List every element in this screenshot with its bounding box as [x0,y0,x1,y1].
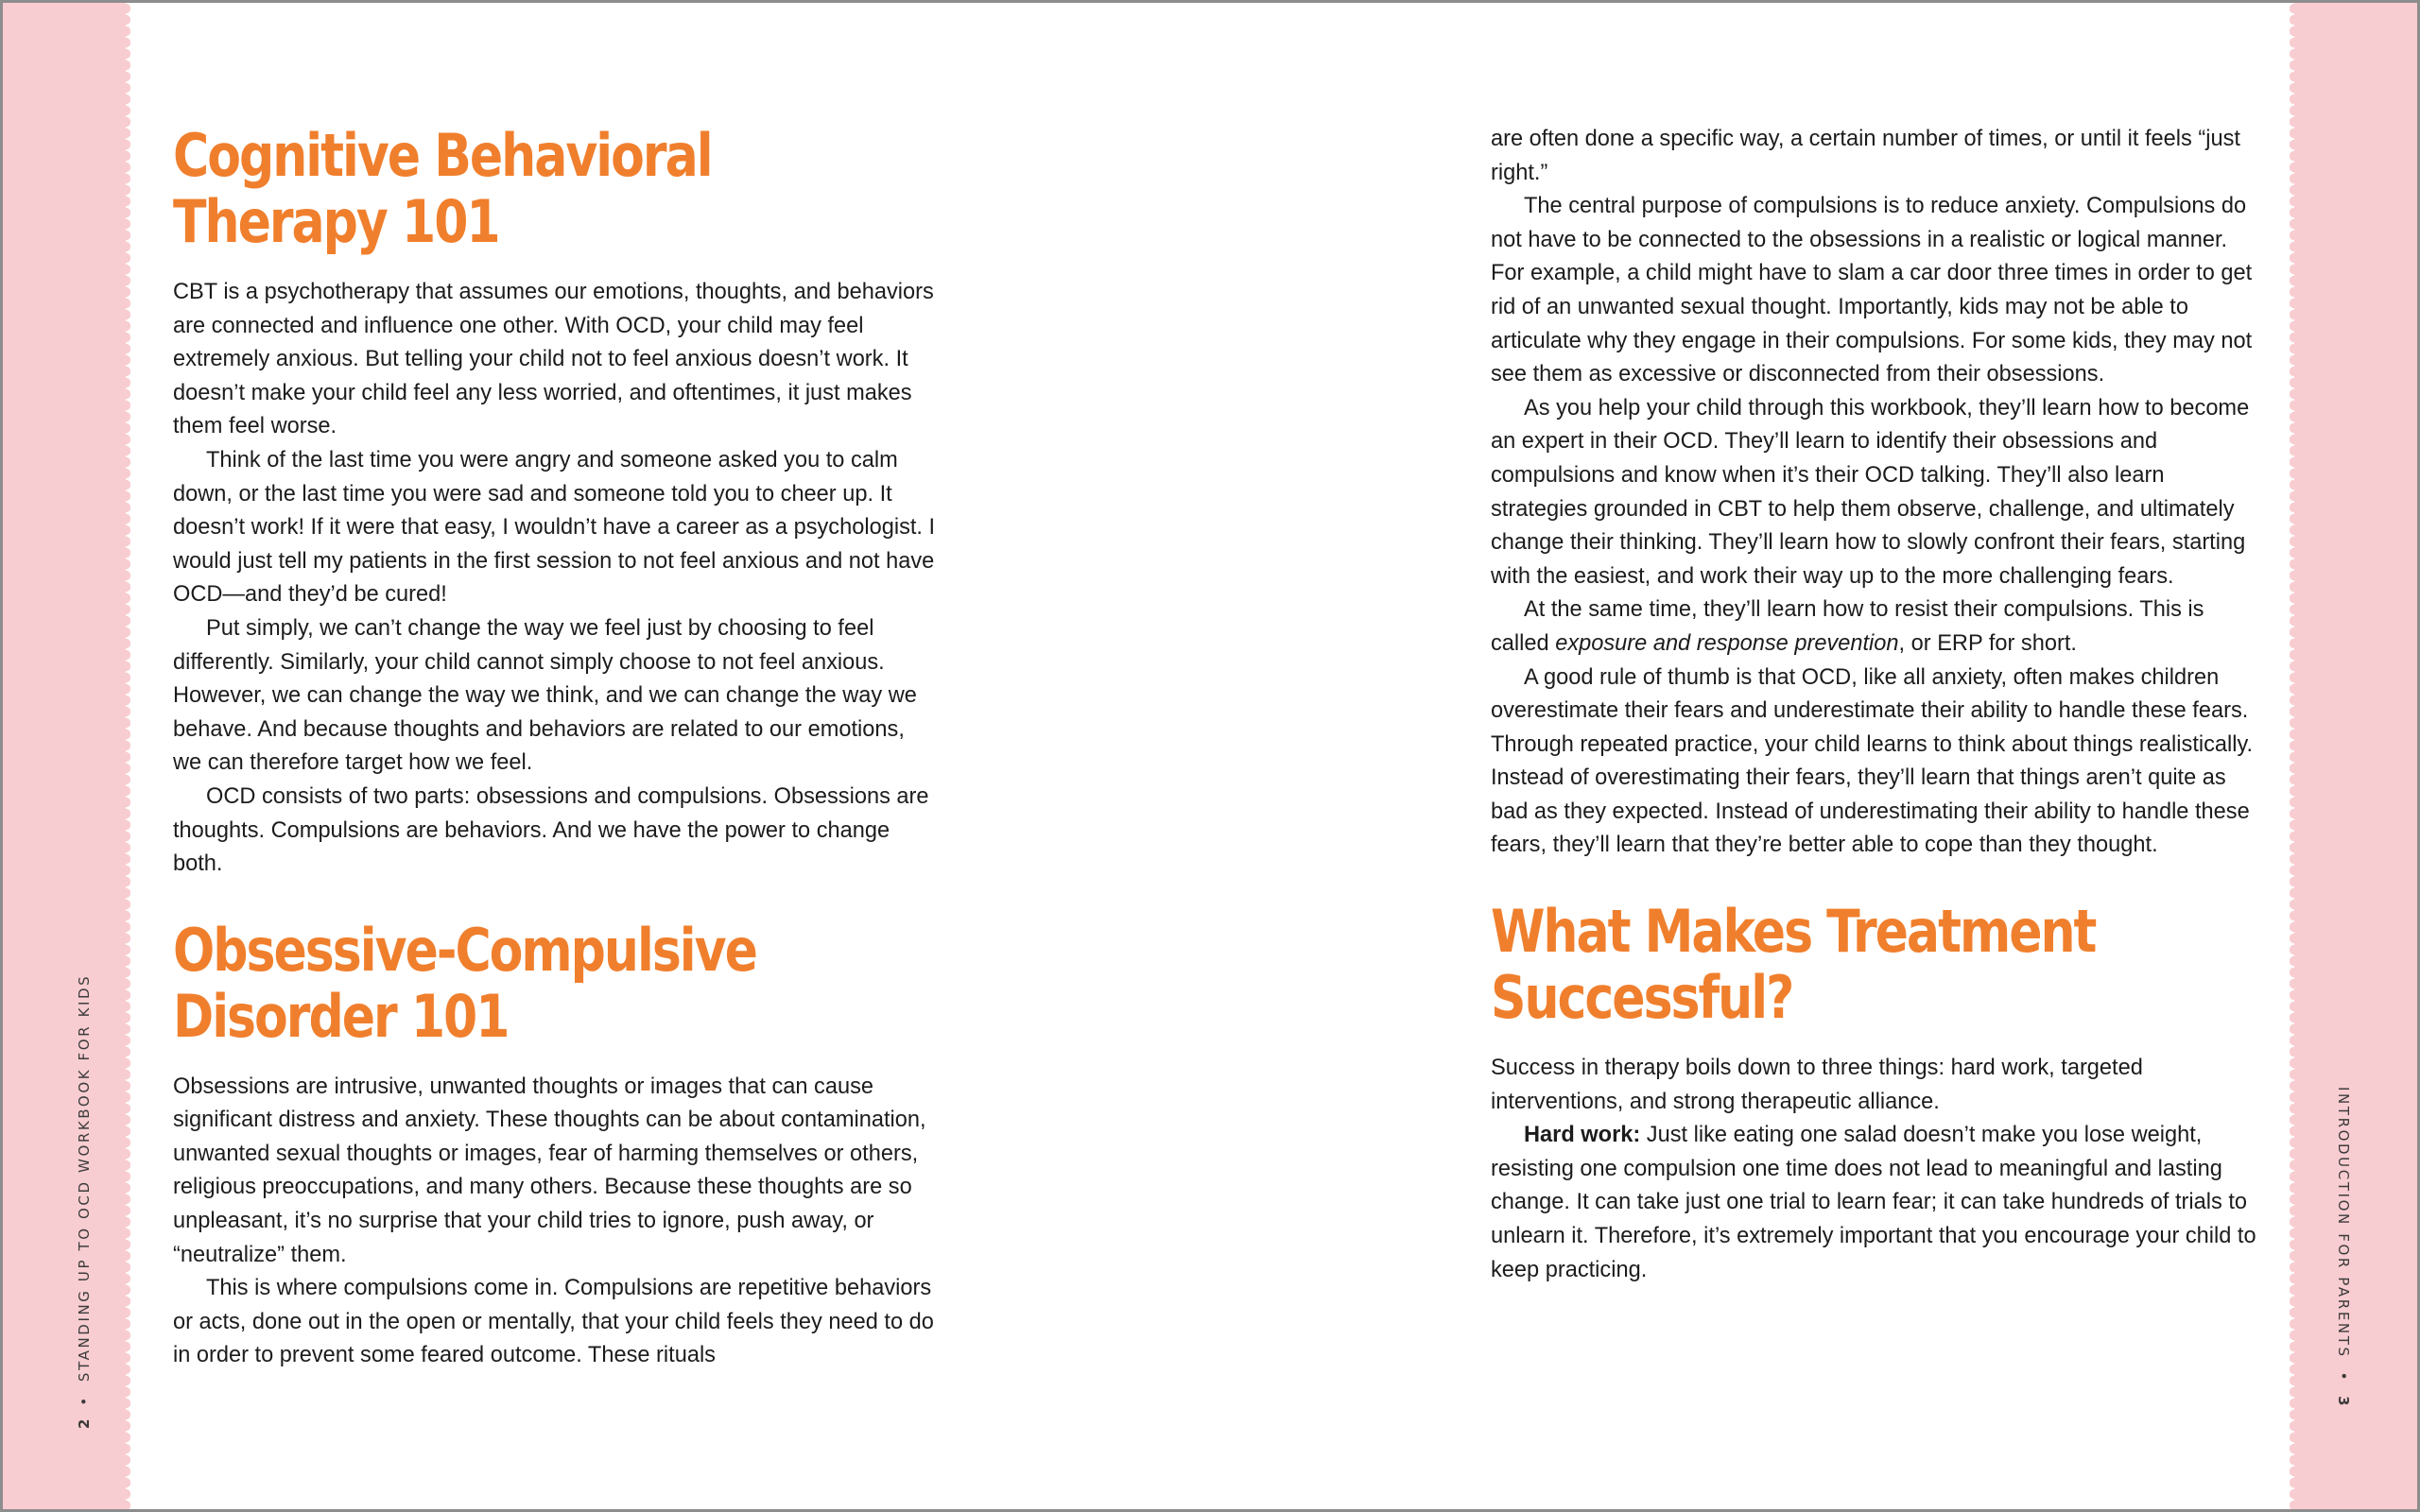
text-run: , or ERP for short. [1898,630,2077,656]
heading-line: Disorder 101 [173,981,509,1051]
heading-ocd-101 [173,915,816,1051]
paragraph: This is where compulsions come in. Compulsions are repetitive behaviors or acts, done out in the open or mentally, that your child feels they need to do in order to prevent some feared outcome. These rituals [173,1276,934,1368]
paragraph: Success in therapy boils down to three things: hard work, targeted interventions, and strong therapeutic alliance. [1491,1056,2143,1114]
paragraph: Think of the last time you were angry and someone asked you to calm down, or the last time you were sad and someone told you to cheer up. It doesn’t work! If it were that easy, I wouldn’t have a career as a psychologist. I would just tell my patients in the first session to not feel anxious and not have OCD—and they’d be cured! [173,447,936,608]
paragraph [1491,593,2266,661]
left-page-column [173,123,939,1373]
bullet-separator: • [2335,1371,2352,1383]
left-running-head [76,974,93,1429]
heading-treatment-successful [1491,899,2142,1031]
text-run: At the same time, they’ll learn how to resist their compulsions. This is called [1491,597,2204,656]
paragraph: OCD consists of two parts: obsessions and compulsions. Obsessions are thoughts. Compulsions are behaviors. And we have the power to change both. [173,783,929,877]
paragraph: The central purpose of compulsions is to reduce anxiety. Compulsions do not have to be connected to the obsessions in a realistic or logical manner. For example, a child might have to slam a car door three times in order to get rid of an unwanted sexual thought. Importantly, kids may not be able to articulate why they engage in their compulsions. For some kids, they may not see them as excessive or disconnected from their obsessions. [1491,194,2253,387]
run-in-heading: Hard work: [1524,1123,1641,1148]
heading-line: Cognitive Behavioral [173,121,712,190]
right-running-head [2335,1087,2352,1406]
paragraph: Put simply, we can’t change the way we feel just by choosing to feel differently. Similarly, your child cannot simply choose to not feel anxious. However, we can change the way we think, and we can change the way we behave. And because thoughts and behaviors are related to our emotions, we can therefore target how we feel. [173,615,917,776]
paragraph: Obsessions are intrusive, unwanted thoughts or images that can cause significant distress and anxiety. These thoughts can be about contamination, unwanted sexual thoughts or images, fear of harming themselves or others, religious preoccupations, and many others. Because these thoughts are so unpleasant, it’s no surprise that your child tries to ignore, push away, or “neutralize” them. [173,1074,926,1267]
bullet-separator: • [76,1395,93,1406]
right-page-number: 3 [2335,1396,2352,1406]
text-run: Just like eating one salad doesn’t make you lose weight, resisting one compulsion one time does not lead to meaningful and lasting change. It can take just one trial to learn fear; it can take hundreds of trials to unlearn it. Therefore, it’s extremely important that you encourage your child to keep practicing. [1491,1123,2256,1282]
continued-paragraph: are often done a specific way, a certain number of times, or until it feels “just right.” [1491,127,2240,185]
paragraph: A good rule of thumb is that OCD, like all anxiety, often makes children overestimate their fears and underestimate their ability to handle these fears. Through repeated practice, your child learns to think about things realistically. Instead of overestimating their fears, they’ll learn that things aren’t quite as bad as they expected. Instead of underestimating their ability to handle these fears, they’ll learn that they’re better able to cope than they thought. [1491,664,2254,858]
paragraph [1491,1119,2266,1287]
left-running-head-text: STANDING UP TO OCD WORKBOOK FOR KIDS [76,973,93,1383]
heading-line: Therapy 101 [173,187,499,256]
heading-line: Successful? [1491,963,1793,1033]
paragraph: As you help your child through this workbook, they’ll learn how to become an expert in their OCD. They’ll learn to identify their obsessions and compulsions and know when it’s their OCD talking. They’ll also learn strategies grounded in CBT to help them observe, challenge, and ultimately change their thinking. They’ll learn how to slowly confront their fears, starting with the easiest, and work their way up to the more challenging fears. [1491,395,2250,589]
paragraph: CBT is a psychotherapy that assumes our emotions, thoughts, and behaviors are connected and influence one other. With OCD, your child may feel extremely anxious. But telling your child not to feel anxious doesn’t work. It doesn’t make your child feel any less worried, and oftentimes, it just makes them feel worse. [173,280,934,439]
heading-cbt-101 [173,123,816,255]
left-page-number: 2 [76,1418,93,1429]
left-side-band [3,3,126,1509]
emphasis-term: exposure and response prevention [1555,630,1899,656]
heading-line: What Makes Treatment [1491,897,2096,967]
right-side-band [2294,3,2417,1509]
right-page-column [1491,123,2266,1287]
heading-line: Obsessive-Compulsive [173,915,756,985]
right-running-head-text: INTRODUCTION FOR PARENTS [2335,1087,2352,1359]
